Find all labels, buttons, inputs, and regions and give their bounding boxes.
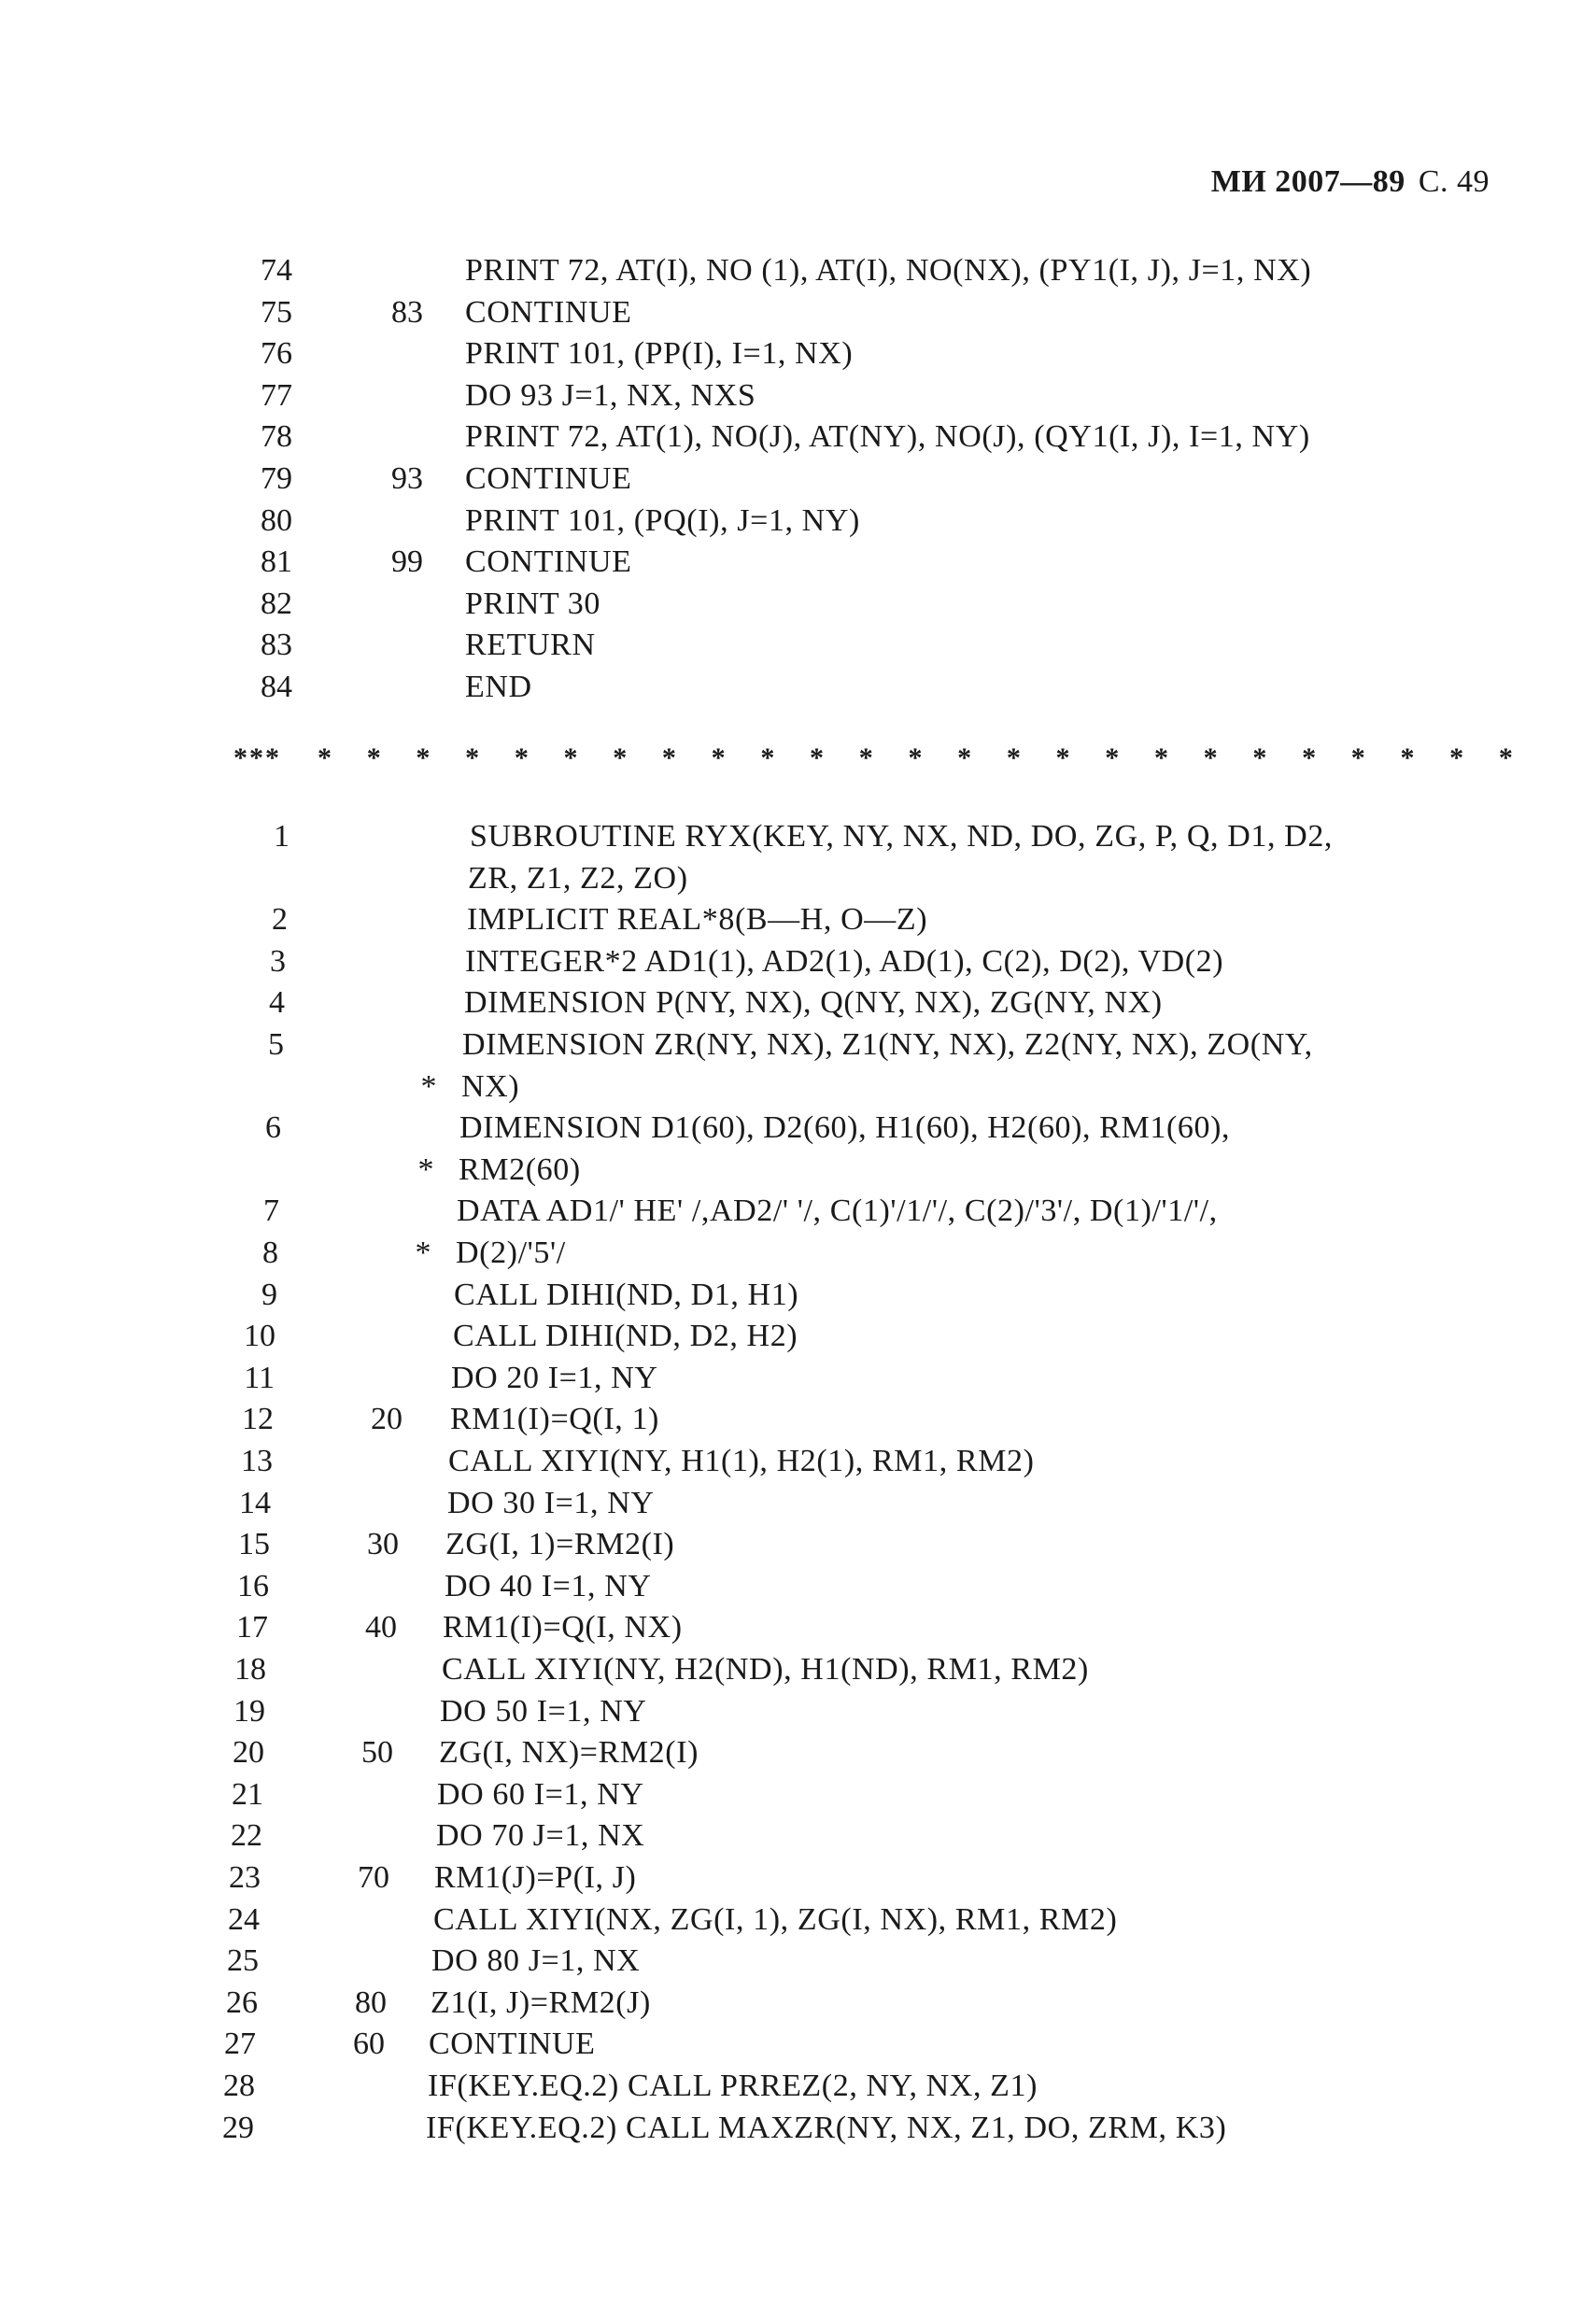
code-line (0, 542, 1596, 583)
code-text: IF(KEY.EQ.2) CALL PRREZ(2, NY, NX, Z1) (428, 2069, 1038, 2103)
code-line (0, 1857, 1596, 1899)
line-number: 18 (234, 1652, 266, 1687)
line-number: 79 (261, 461, 292, 496)
code-text: CALL DIHI(ND, D1, H1) (454, 1278, 799, 1312)
code-line (0, 899, 1596, 940)
code-text: PRINT 72, AT(I), NO (1), AT(I), NO(NX), (PY1(I, J), J=1, NX) (465, 253, 1312, 288)
code-text: ZG(I, 1)=RM2(I) (445, 1527, 675, 1561)
code-line (0, 1900, 1596, 1941)
code-line (0, 333, 1596, 374)
code-text: D(2)/'5'/ (456, 1236, 566, 1270)
separator-star: * (1498, 742, 1513, 773)
code-line (0, 982, 1596, 1024)
code-line (0, 1316, 1596, 1357)
code-text: DIMENSION P(NY, NX), Q(NY, NX), ZG(NY, NX) (464, 985, 1163, 1020)
code-text: END (465, 670, 532, 704)
code-text: CALL XIYI(NY, H2(ND), H1(ND), RM1, RM2) (442, 1652, 1089, 1687)
line-number: 26 (226, 1985, 258, 2020)
line-number: 78 (261, 419, 292, 454)
code-text: CALL XIYI(NX, ZG(I, 1), ZG(I, NX), RM1, RM2) (433, 1902, 1118, 1937)
code-line (0, 459, 1596, 500)
statement-label: 70 (358, 1860, 389, 1895)
code-text: RETURN (465, 628, 596, 662)
code-line (0, 625, 1596, 666)
code-line (0, 1815, 1596, 1857)
statement-label: 99 (391, 544, 423, 579)
code-line (0, 1233, 1596, 1274)
continuation-mark: * (420, 1069, 437, 1104)
code-text: RM1(I)=Q(I, 1) (450, 1402, 659, 1436)
code-line (0, 858, 1596, 899)
line-number: 27 (224, 2027, 256, 2061)
code-text: DO 40 I=1, NY (445, 1569, 652, 1603)
line-number: 5 (268, 1027, 284, 1062)
line-number: 25 (227, 1943, 259, 1978)
separator-star: * (858, 742, 873, 773)
code-text: ZG(I, NX)=RM2(I) (439, 1735, 699, 1770)
line-number: 11 (244, 1361, 275, 1395)
document-code: МИ 2007—89 (1210, 164, 1405, 199)
code-text: IMPLICIT REAL*8(B—H, O—Z) (467, 902, 928, 937)
separator-star: * (661, 742, 676, 773)
line-number: 19 (233, 1694, 265, 1729)
line-number: 20 (233, 1735, 264, 1770)
line-number: 22 (231, 1818, 262, 1853)
code-text: CONTINUE (465, 295, 632, 330)
separator-star: * (1400, 742, 1415, 773)
line-number: 15 (238, 1527, 270, 1561)
separator-star: * (366, 742, 381, 773)
code-line (0, 1024, 1596, 1066)
code-line (0, 375, 1596, 417)
code-text: IF(KEY.EQ.2) CALL MAXZR(NY, NX, Z1, DO, ZRM, K3) (426, 2111, 1227, 2145)
separator-star: * (1055, 742, 1070, 773)
code-text: RM2(60) (459, 1152, 581, 1187)
code-line (0, 816, 1596, 857)
line-number: 3 (270, 944, 286, 979)
line-number: 76 (261, 336, 292, 371)
code-text: CONTINUE (465, 461, 632, 496)
code-text: DO 80 J=1, NX (431, 1943, 641, 1978)
separator-star: * (1203, 742, 1218, 773)
code-text: ZR, Z1, Z2, ZO) (468, 861, 688, 896)
code-text: INTEGER*2 AD1(1), AD2(1), AD(1), C(2), D(2), VD(2) (465, 944, 1224, 979)
line-number: 7 (263, 1193, 279, 1228)
code-line (0, 1399, 1596, 1440)
line-number: 24 (228, 1902, 260, 1937)
separator-star: * (1449, 742, 1464, 773)
statement-label: 50 (361, 1735, 393, 1770)
code-line (0, 584, 1596, 625)
code-line (0, 1108, 1596, 1149)
code-line (0, 1275, 1596, 1316)
separator-star: * (514, 742, 529, 773)
code-text: NX) (461, 1069, 520, 1104)
statement-label: 80 (355, 1985, 387, 2020)
code-line (0, 250, 1596, 291)
line-number: 29 (222, 2111, 254, 2145)
line-number: 80 (261, 503, 292, 538)
line-number: 23 (229, 1860, 261, 1895)
code-text: PRINT 72, AT(1), NO(J), AT(NY), NO(J), (QY1(I, J), I=1, NY) (465, 419, 1310, 454)
code-line (0, 1732, 1596, 1773)
code-line (0, 1649, 1596, 1690)
statement-label: 83 (391, 295, 423, 330)
line-number: 28 (223, 2069, 255, 2103)
separator-star: * (465, 742, 480, 773)
code-text: PRINT 30 (465, 586, 600, 621)
statement-label: 40 (365, 1610, 397, 1645)
separator-star: * (760, 742, 775, 773)
separator-star: * (1302, 742, 1317, 773)
line-number: 17 (236, 1610, 268, 1645)
line-number: 82 (261, 586, 292, 621)
code-text: DO 30 I=1, NY (447, 1486, 655, 1520)
code-text: PRINT 101, (PP(I), I=1, NX) (465, 336, 854, 371)
code-line (0, 1566, 1596, 1607)
line-number: 9 (261, 1278, 277, 1312)
separator-star: * (563, 742, 578, 773)
line-number: 81 (261, 544, 292, 579)
code-line (0, 941, 1596, 982)
separator-star: * (957, 742, 972, 773)
separator-star: * (1252, 742, 1267, 773)
code-line (0, 1441, 1596, 1482)
code-line (0, 417, 1596, 458)
statement-label: 60 (353, 2027, 385, 2061)
separator-star: * (416, 742, 431, 773)
page-header (1211, 164, 1490, 200)
code-line (0, 1066, 1596, 1108)
code-line (0, 292, 1596, 333)
separator-star: * (1006, 742, 1021, 773)
line-number: 84 (261, 670, 292, 704)
code-text: DO 50 I=1, NY (440, 1694, 647, 1729)
code-text: RM1(I)=Q(I, NX) (443, 1610, 683, 1645)
code-line (0, 2108, 1596, 2149)
statement-label: 20 (371, 1402, 403, 1436)
separator-star: * (810, 742, 825, 773)
line-number: 83 (261, 628, 292, 662)
separator-star: * (318, 742, 332, 773)
code-text: CONTINUE (429, 2027, 596, 2061)
line-number: 10 (244, 1319, 275, 1353)
code-text: DO 60 I=1, NY (437, 1777, 644, 1812)
line-number: 16 (237, 1569, 269, 1603)
code-line (0, 1358, 1596, 1399)
code-line (0, 1483, 1596, 1524)
continuation-mark: * (417, 1152, 434, 1187)
code-text: DO 70 J=1, NX (436, 1818, 645, 1853)
separator-star: * (1105, 742, 1120, 773)
line-number: 75 (261, 295, 292, 330)
code-line (0, 1691, 1596, 1732)
line-number: 12 (242, 1402, 274, 1436)
code-text: SUBROUTINE RYX(KEY, NY, NX, ND, DO, ZG, P, Q, D1, D2, (470, 819, 1334, 854)
line-number: 8 (262, 1236, 278, 1270)
code-text: CALL DIHI(ND, D2, H2) (453, 1319, 798, 1353)
code-line (0, 501, 1596, 542)
line-number: 77 (261, 378, 292, 413)
line-number: 14 (239, 1486, 271, 1520)
separator-star: * (711, 742, 726, 773)
separator-stars (318, 738, 1513, 779)
code-line (0, 1150, 1596, 1191)
code-text: CALL XIYI(NY, H1(1), H2(1), RM1, RM2) (448, 1444, 1035, 1478)
code-text: CONTINUE (465, 544, 632, 579)
section-separator (233, 738, 1513, 779)
line-number: 1 (274, 819, 290, 854)
code-line (0, 667, 1596, 708)
line-number: 13 (241, 1444, 273, 1478)
code-line (0, 2024, 1596, 2065)
code-line (0, 2066, 1596, 2107)
code-line (0, 1191, 1596, 1232)
separator-star: * (613, 742, 628, 773)
code-line (0, 1983, 1596, 2024)
code-text: DIMENSION D1(60), D2(60), H1(60), H2(60), RM1(60), (459, 1110, 1231, 1145)
code-text: DATA AD1/' HE' /,AD2/' '/, C(1)'/1/'/, C(2)/'3'/, D(1)/'1/'/, (457, 1193, 1218, 1228)
separator-star: * (1350, 742, 1365, 773)
code-line (0, 1524, 1596, 1565)
statement-label: 93 (391, 461, 423, 496)
separator-star: * (908, 742, 923, 773)
code-text: PRINT 101, (PQ(I), J=1, NY) (465, 503, 860, 538)
line-number: 4 (269, 985, 285, 1020)
line-number: 74 (261, 253, 292, 288)
code-text: DO 20 I=1, NY (451, 1361, 658, 1395)
separator-lead: *** (233, 742, 281, 773)
code-text: Z1(I, J)=RM2(J) (431, 1985, 651, 2020)
statement-label: 30 (367, 1527, 399, 1561)
code-text: DIMENSION ZR(NY, NX), Z1(NY, NX), Z2(NY, NX), ZO(NY, (462, 1027, 1313, 1062)
line-number: 2 (272, 902, 288, 937)
line-number: 6 (265, 1110, 281, 1145)
code-line (0, 1941, 1596, 1982)
code-line (0, 1607, 1596, 1648)
code-text: RM1(J)=P(I, J) (434, 1860, 637, 1895)
code-line (0, 1774, 1596, 1815)
line-number: 21 (232, 1777, 263, 1812)
continuation-mark: * (415, 1236, 431, 1270)
page-number: С. 49 (1418, 164, 1490, 199)
code-text: DO 93 J=1, NX, NXS (465, 378, 756, 413)
separator-star: * (1153, 742, 1168, 773)
